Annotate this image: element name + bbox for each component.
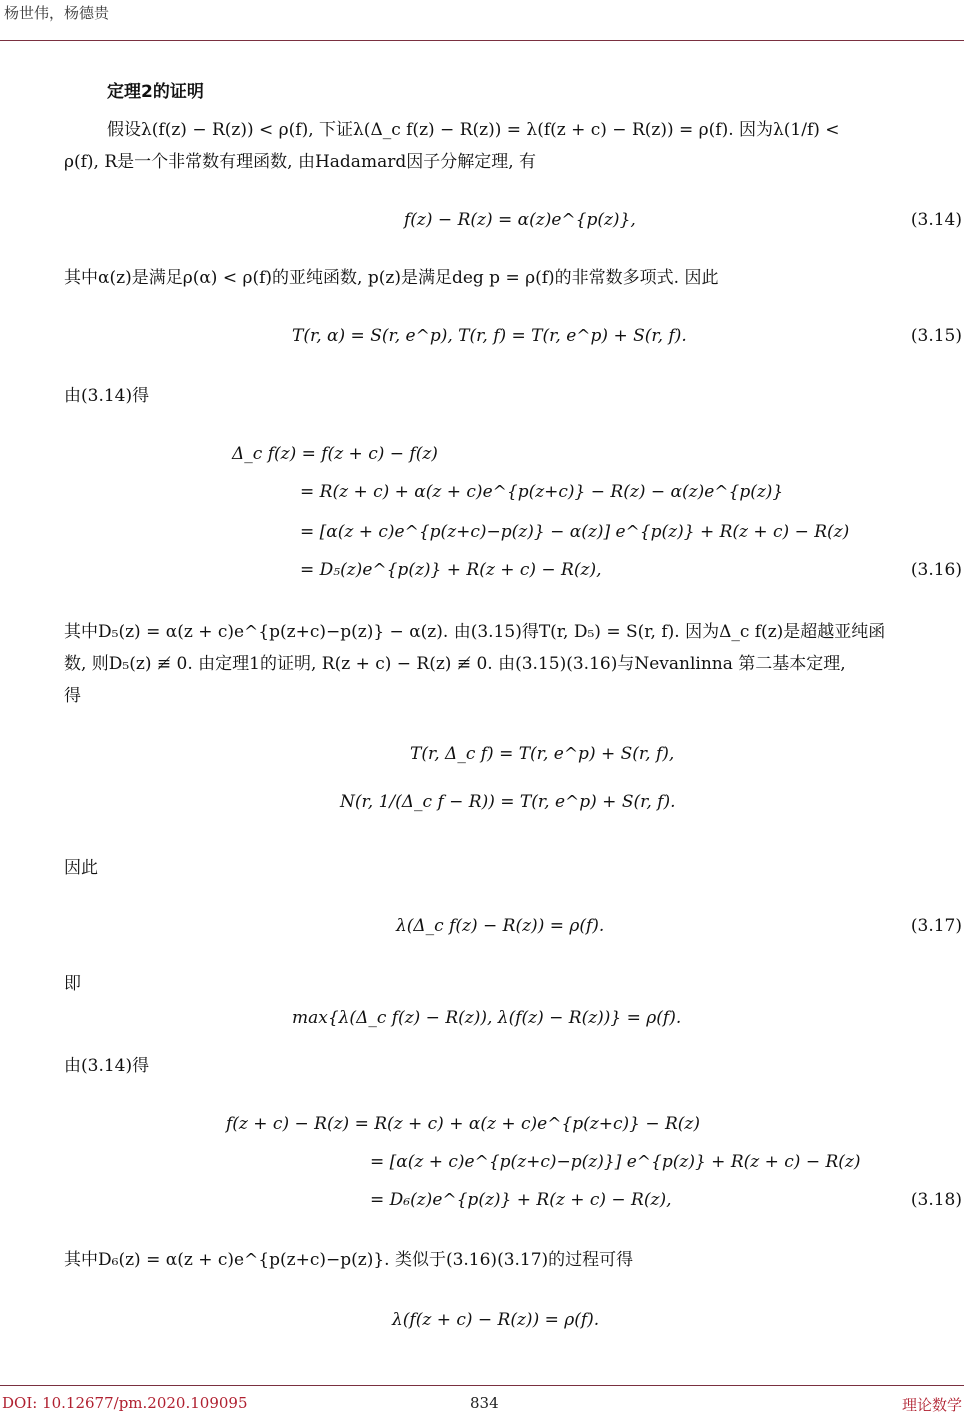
paragraph-text: 即: [64, 974, 81, 994]
paragraph-text: 由(3.14)得: [64, 1056, 150, 1076]
paragraph-text: 其中D₆(z) = α(z + c)e^{p(z+c)−p(z)}. 类似于(3.16)(3.17)的过程可得: [64, 1250, 634, 1270]
footer-rule: [0, 1385, 964, 1386]
equation-line: = D₆(z)e^{p(z)} + R(z + c) − R(z),: [370, 1190, 672, 1210]
equation-number: (3.16): [910, 560, 962, 580]
equation-line: = [α(z + c)e^{p(z+c)−p(z)} − α(z)] e^{p(z)} + R(z + c) − R(z): [300, 522, 850, 542]
paragraph-text: 因此: [64, 858, 98, 878]
paragraph-text: 数, 则D₅(z) ≢ 0. 由定理1的证明, R(z + c) − R(z) ≢ 0. 由(3.15)(3.16)与Nevanlinna 第二基本定理,: [64, 654, 846, 674]
equation: λ(Δ_c f(z) − R(z)) = ρ(f).: [396, 916, 605, 936]
doi-link[interactable]: DOI: 10.12677/pm.2020.109095: [2, 1394, 248, 1412]
paragraph-text: 得: [64, 686, 81, 706]
equation-number: (3.18): [910, 1190, 962, 1210]
section-title: 定理2的证明: [107, 82, 204, 102]
equation: max{λ(Δ_c f(z) − R(z)), λ(f(z) − R(z))} = ρ(f).: [292, 1008, 682, 1028]
journal-link[interactable]: 理论数学: [901, 1396, 962, 1414]
paragraph-text: 假设λ(f(z) − R(z)) < ρ(f), 下证λ(Δ_c f(z) − R(z)) = λ(f(z + c) − R(z)) = ρ(f). 因为λ(1/f) <: [107, 120, 840, 140]
header-rule: [0, 40, 964, 41]
paragraph-text: 其中D₅(z) = α(z + c)e^{p(z+c)−p(z)} − α(z). 由(3.15)得T(r, D₅) = S(r, f). 因为Δ_c f(z)是超越亚纯函: [64, 622, 886, 642]
page-number: 834: [470, 1394, 499, 1412]
equation: f(z) − R(z) = α(z)e^{p(z)},: [404, 210, 636, 230]
equation-line: = [α(z + c)e^{p(z+c)−p(z)}] e^{p(z)} + R(z + c) − R(z): [370, 1152, 861, 1172]
running-header-authors: 杨世伟，杨德贵: [4, 4, 110, 22]
equation: λ(f(z + c) − R(z)) = ρ(f).: [392, 1310, 600, 1330]
equation-line: Δ_c f(z) = f(z + c) − f(z): [232, 444, 438, 464]
equation-line: T(r, Δ_c f) = T(r, e^p) + S(r, f),: [410, 744, 675, 764]
paragraph-text: 由(3.14)得: [64, 386, 150, 406]
paragraph-text: ρ(f), R是一个非常数有理函数, 由Hadamard因子分解定理, 有: [64, 152, 537, 172]
equation-number: (3.17): [910, 916, 962, 936]
paragraph-text: 其中α(z)是满足ρ(α) < ρ(f)的亚纯函数, p(z)是满足deg p = ρ(f)的非常数多项式. 因此: [64, 268, 719, 288]
equation-line: = R(z + c) + α(z + c)e^{p(z+c)} − R(z) − α(z)e^{p(z)}: [300, 482, 784, 502]
equation-number: (3.15): [910, 326, 962, 346]
equation-line: N(r, 1/(Δ_c f − R)) = T(r, e^p) + S(r, f).: [340, 792, 676, 812]
equation-line: = D₅(z)e^{p(z)} + R(z + c) − R(z),: [300, 560, 602, 580]
equation: T(r, α) = S(r, e^p), T(r, f) = T(r, e^p) + S(r, f).: [292, 326, 687, 346]
equation-line: f(z + c) − R(z) = R(z + c) + α(z + c)e^{p(z+c)} − R(z): [226, 1114, 701, 1134]
equation-number: (3.14): [910, 210, 962, 230]
